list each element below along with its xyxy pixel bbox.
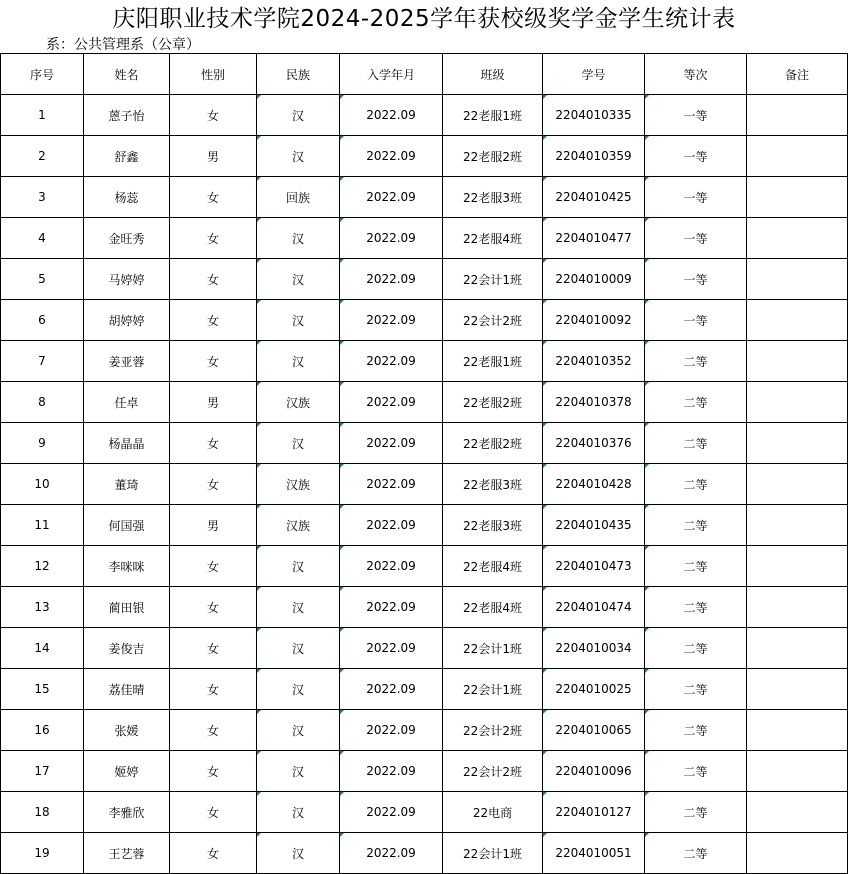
remarks-cell <box>747 95 848 136</box>
grade-cell: 二等 <box>645 341 747 382</box>
gender-cell: 男 <box>170 505 257 546</box>
index-cell: 12 <box>1 546 84 587</box>
grade-cell: 二等 <box>645 710 747 751</box>
remarks-cell <box>747 464 848 505</box>
enroll-date-cell: 2022.09 <box>340 218 443 259</box>
header-class: 班级 <box>443 54 543 95</box>
gender-cell: 男 <box>170 136 257 177</box>
index-cell: 14 <box>1 628 84 669</box>
class-cell: 22老服2班 <box>443 423 543 464</box>
header-index: 序号 <box>1 54 84 95</box>
grade-cell: 一等 <box>645 300 747 341</box>
index-cell: 2 <box>1 136 84 177</box>
index-cell: 11 <box>1 505 84 546</box>
ethnicity-cell: 汉族 <box>257 464 340 505</box>
department-label: 系：公共管理系（公章） <box>46 37 200 53</box>
grade-cell: 一等 <box>645 259 747 300</box>
remarks-cell <box>747 833 848 874</box>
remarks-cell <box>747 710 848 751</box>
enroll-date-cell: 2022.09 <box>340 341 443 382</box>
gender-cell: 女 <box>170 423 257 464</box>
ethnicity-cell: 汉 <box>257 833 340 874</box>
table-row <box>1 382 848 423</box>
document-title: 庆阳职业技术学院2024-2025学年获校级奖学金学生统计表 <box>112 6 736 32</box>
remarks-cell <box>747 669 848 710</box>
gender-cell: 女 <box>170 546 257 587</box>
table-row <box>1 177 848 218</box>
enroll-date-cell: 2022.09 <box>340 546 443 587</box>
index-cell: 10 <box>1 464 84 505</box>
enroll-date-cell: 2022.09 <box>340 136 443 177</box>
table-row <box>1 833 848 874</box>
scholarship-table <box>0 53 848 874</box>
table-row <box>1 751 848 792</box>
index-cell: 18 <box>1 792 84 833</box>
name-cell: 胡婷婷 <box>84 300 170 341</box>
student-id-cell: 2204010096 <box>543 751 645 792</box>
table-row <box>1 587 848 628</box>
grade-cell: 一等 <box>645 218 747 259</box>
index-cell: 17 <box>1 751 84 792</box>
gender-cell: 女 <box>170 177 257 218</box>
index-cell: 9 <box>1 423 84 464</box>
index-cell: 19 <box>1 833 84 874</box>
remarks-cell <box>747 423 848 464</box>
table-row <box>1 259 848 300</box>
grade-cell: 二等 <box>645 505 747 546</box>
ethnicity-cell: 汉族 <box>257 505 340 546</box>
index-cell: 13 <box>1 587 84 628</box>
name-cell: 蒽子怡 <box>84 95 170 136</box>
gender-cell: 女 <box>170 792 257 833</box>
ethnicity-cell: 汉 <box>257 136 340 177</box>
remarks-cell <box>747 751 848 792</box>
grade-cell: 一等 <box>645 136 747 177</box>
enroll-date-cell: 2022.09 <box>340 300 443 341</box>
student-id-cell: 2204010025 <box>543 669 645 710</box>
grade-cell: 二等 <box>645 464 747 505</box>
student-id-cell: 2204010425 <box>543 177 645 218</box>
table-row <box>1 136 848 177</box>
class-cell: 22会计1班 <box>443 833 543 874</box>
student-id-cell: 2204010034 <box>543 628 645 669</box>
enroll-date-cell: 2022.09 <box>340 587 443 628</box>
enroll-date-cell: 2022.09 <box>340 259 443 300</box>
index-cell: 8 <box>1 382 84 423</box>
name-cell: 李咪咪 <box>84 546 170 587</box>
gender-cell: 女 <box>170 587 257 628</box>
table-row <box>1 218 848 259</box>
grade-cell: 二等 <box>645 587 747 628</box>
ethnicity-cell: 汉 <box>257 669 340 710</box>
ethnicity-cell: 汉 <box>257 341 340 382</box>
remarks-cell <box>747 382 848 423</box>
gender-cell: 女 <box>170 218 257 259</box>
enroll-date-cell: 2022.09 <box>340 464 443 505</box>
gender-cell: 女 <box>170 95 257 136</box>
remarks-cell <box>747 628 848 669</box>
student-id-cell: 2204010378 <box>543 382 645 423</box>
name-cell: 张媛 <box>84 710 170 751</box>
name-cell: 任卓 <box>84 382 170 423</box>
enroll-date-cell: 2022.09 <box>340 628 443 669</box>
student-id-cell: 2204010335 <box>543 95 645 136</box>
gender-cell: 女 <box>170 669 257 710</box>
index-cell: 5 <box>1 259 84 300</box>
student-id-cell: 2204010428 <box>543 464 645 505</box>
student-id-cell: 2204010435 <box>543 505 645 546</box>
gender-cell: 女 <box>170 751 257 792</box>
grade-cell: 二等 <box>645 833 747 874</box>
class-cell: 22老服3班 <box>443 177 543 218</box>
name-cell: 王艺蓉 <box>84 833 170 874</box>
enroll-date-cell: 2022.09 <box>340 710 443 751</box>
class-cell: 22会计2班 <box>443 300 543 341</box>
class-cell: 22电商 <box>443 792 543 833</box>
student-id-cell: 2204010352 <box>543 341 645 382</box>
student-id-cell: 2204010127 <box>543 792 645 833</box>
table-row <box>1 669 848 710</box>
enroll-date-cell: 2022.09 <box>340 792 443 833</box>
ethnicity-cell: 汉 <box>257 300 340 341</box>
grade-cell: 二等 <box>645 382 747 423</box>
grade-cell: 一等 <box>645 177 747 218</box>
header-grade: 等次 <box>645 54 747 95</box>
header-remarks: 备注 <box>747 54 848 95</box>
table-row <box>1 464 848 505</box>
ethnicity-cell: 汉 <box>257 792 340 833</box>
header-gender: 性别 <box>170 54 257 95</box>
class-cell: 22会计2班 <box>443 710 543 751</box>
class-cell: 22会计1班 <box>443 259 543 300</box>
ethnicity-cell: 汉 <box>257 587 340 628</box>
student-id-cell: 2204010477 <box>543 218 645 259</box>
ethnicity-cell: 汉 <box>257 710 340 751</box>
class-cell: 22会计1班 <box>443 669 543 710</box>
grade-cell: 二等 <box>645 546 747 587</box>
grade-cell: 二等 <box>645 423 747 464</box>
table-row <box>1 423 848 464</box>
class-cell: 22老服2班 <box>443 382 543 423</box>
ethnicity-cell: 汉族 <box>257 382 340 423</box>
name-cell: 姜亚蓉 <box>84 341 170 382</box>
remarks-cell <box>747 546 848 587</box>
ethnicity-cell: 汉 <box>257 751 340 792</box>
student-id-cell: 2204010009 <box>543 259 645 300</box>
name-cell: 杨晶晶 <box>84 423 170 464</box>
ethnicity-cell: 回族 <box>257 177 340 218</box>
enroll-date-cell: 2022.09 <box>340 95 443 136</box>
table-row <box>1 341 848 382</box>
enroll-date-cell: 2022.09 <box>340 505 443 546</box>
name-cell: 李雅欣 <box>84 792 170 833</box>
enroll-date-cell: 2022.09 <box>340 382 443 423</box>
ethnicity-cell: 汉 <box>257 218 340 259</box>
header-ethnicity: 民族 <box>257 54 340 95</box>
name-cell: 何国强 <box>84 505 170 546</box>
name-cell: 马婷婷 <box>84 259 170 300</box>
grade-cell: 二等 <box>645 669 747 710</box>
name-cell: 荔佳晴 <box>84 669 170 710</box>
table-row <box>1 546 848 587</box>
index-cell: 15 <box>1 669 84 710</box>
remarks-cell <box>747 259 848 300</box>
index-cell: 16 <box>1 710 84 751</box>
grade-cell: 二等 <box>645 628 747 669</box>
gender-cell: 女 <box>170 833 257 874</box>
header-enroll-date: 入学年月 <box>340 54 443 95</box>
index-cell: 6 <box>1 300 84 341</box>
table-row <box>1 792 848 833</box>
enroll-date-cell: 2022.09 <box>340 833 443 874</box>
ethnicity-cell: 汉 <box>257 628 340 669</box>
remarks-cell <box>747 218 848 259</box>
ethnicity-cell: 汉 <box>257 423 340 464</box>
table-row <box>1 505 848 546</box>
table-row <box>1 95 848 136</box>
ethnicity-cell: 汉 <box>257 95 340 136</box>
class-cell: 22老服2班 <box>443 136 543 177</box>
grade-cell: 二等 <box>645 751 747 792</box>
class-cell: 22会计1班 <box>443 628 543 669</box>
grade-cell: 一等 <box>645 95 747 136</box>
enroll-date-cell: 2022.09 <box>340 177 443 218</box>
table-row <box>1 628 848 669</box>
gender-cell: 女 <box>170 628 257 669</box>
class-cell: 22老服4班 <box>443 546 543 587</box>
enroll-date-cell: 2022.09 <box>340 669 443 710</box>
gender-cell: 女 <box>170 464 257 505</box>
remarks-cell <box>747 505 848 546</box>
ethnicity-cell: 汉 <box>257 546 340 587</box>
student-id-cell: 2204010051 <box>543 833 645 874</box>
name-cell: 金旺秀 <box>84 218 170 259</box>
class-cell: 22会计2班 <box>443 751 543 792</box>
remarks-cell <box>747 177 848 218</box>
class-cell: 22老服3班 <box>443 464 543 505</box>
table-body <box>1 95 848 874</box>
name-cell: 姜俊吉 <box>84 628 170 669</box>
student-id-cell: 2204010092 <box>543 300 645 341</box>
class-cell: 22老服1班 <box>443 341 543 382</box>
remarks-cell <box>747 136 848 177</box>
grade-cell: 二等 <box>645 792 747 833</box>
class-cell: 22老服1班 <box>443 95 543 136</box>
header-student-id: 学号 <box>543 54 645 95</box>
name-cell: 舒鑫 <box>84 136 170 177</box>
header-name: 姓名 <box>84 54 170 95</box>
remarks-cell <box>747 341 848 382</box>
student-id-cell: 2204010065 <box>543 710 645 751</box>
student-id-cell: 2204010474 <box>543 587 645 628</box>
student-id-cell: 2204010473 <box>543 546 645 587</box>
remarks-cell <box>747 587 848 628</box>
index-cell: 3 <box>1 177 84 218</box>
name-cell: 蔺田银 <box>84 587 170 628</box>
table-header-row <box>1 54 848 95</box>
index-cell: 4 <box>1 218 84 259</box>
index-cell: 1 <box>1 95 84 136</box>
class-cell: 22老服4班 <box>443 218 543 259</box>
name-cell: 杨蕊 <box>84 177 170 218</box>
student-id-cell: 2204010376 <box>543 423 645 464</box>
index-cell: 7 <box>1 341 84 382</box>
name-cell: 姬婷 <box>84 751 170 792</box>
gender-cell: 女 <box>170 710 257 751</box>
gender-cell: 女 <box>170 300 257 341</box>
enroll-date-cell: 2022.09 <box>340 751 443 792</box>
table-row <box>1 710 848 751</box>
gender-cell: 女 <box>170 259 257 300</box>
gender-cell: 女 <box>170 341 257 382</box>
ethnicity-cell: 汉 <box>257 259 340 300</box>
class-cell: 22老服3班 <box>443 505 543 546</box>
class-cell: 22老服4班 <box>443 587 543 628</box>
remarks-cell <box>747 300 848 341</box>
table-row <box>1 300 848 341</box>
name-cell: 董琦 <box>84 464 170 505</box>
student-id-cell: 2204010359 <box>543 136 645 177</box>
remarks-cell <box>747 792 848 833</box>
enroll-date-cell: 2022.09 <box>340 423 443 464</box>
gender-cell: 男 <box>170 382 257 423</box>
